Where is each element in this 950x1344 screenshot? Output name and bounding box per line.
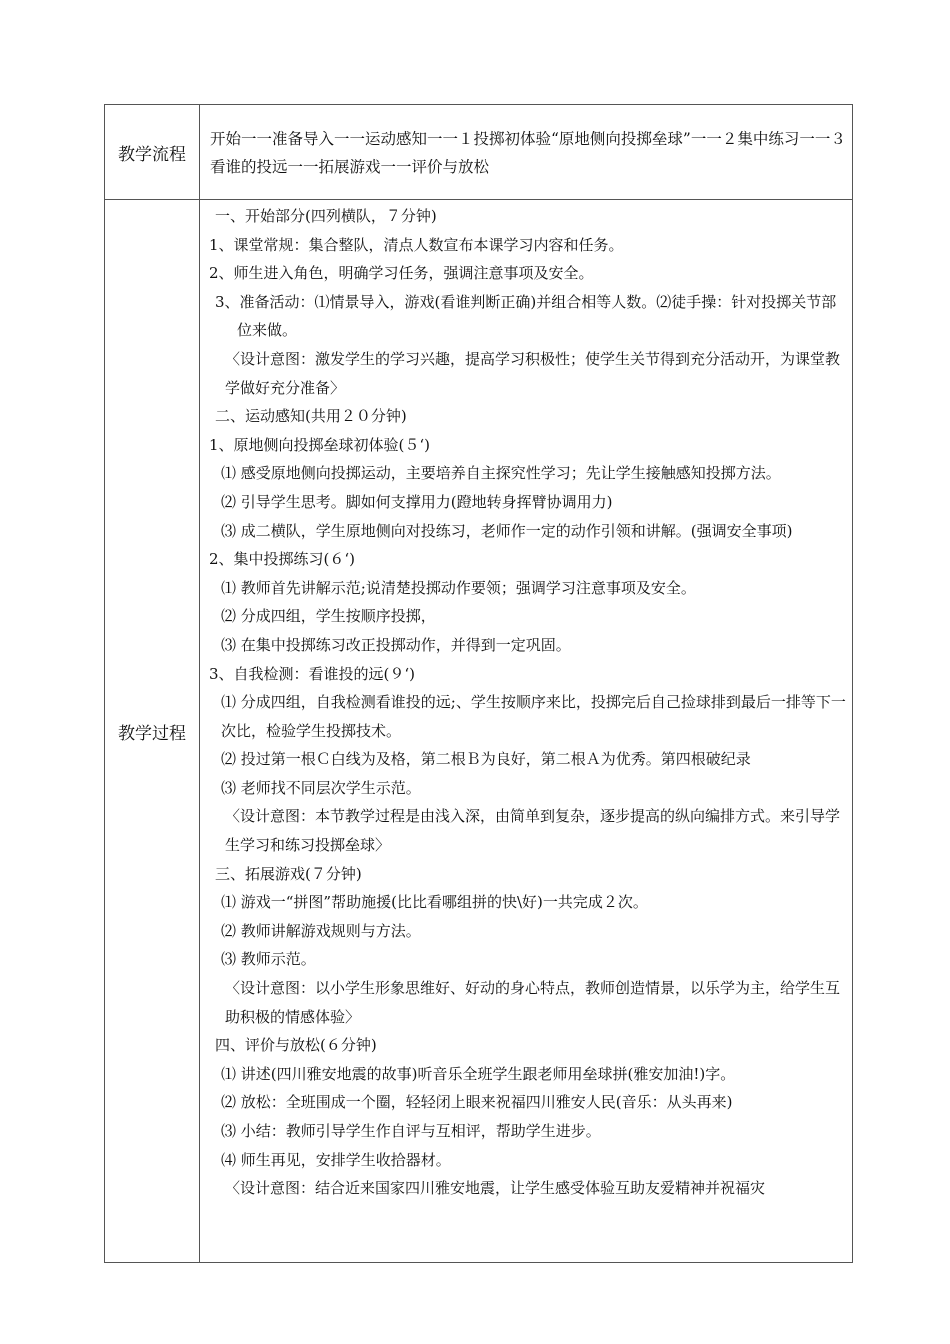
list-item: ⑷ 师生再见，安排学生收拾器材。 — [221, 1150, 451, 1169]
list-item: 3、自我检测：看谁投的远(９‘) — [209, 664, 416, 683]
list-item: ⑶ 在集中投掷练习改正投掷动作，并得到一定巩固。 — [221, 635, 571, 654]
list-item: ⑵ 投过第一根Ｃ白线为及格，第二根Ｂ为良好，第二根Ａ为优秀。第四根破纪录 — [221, 750, 751, 769]
list-item: ⑴ 讲述(四川雅安地震的故事)听音乐全班学生跟老师用垒球拼(雅安加油!)字。 — [221, 1064, 736, 1083]
list-item: ⑴ 游戏一“拼图”帮助施援(比比看哪组拼的快\好)一共完成２次。 — [221, 893, 648, 912]
teaching-flow-text: 开始一一准备导入一一运动感知一一１投掷初体验“原地侧向投掷垒球”一一２集中练习一一３看谁的投远一一拓展游戏一一评价与放松 — [200, 105, 853, 200]
section-heading: 三、拓展游戏(７分钟) — [215, 864, 362, 883]
list-item: ⑴ 分成四组，自我检测看谁投的远;、学生按顺序来比，投掷完后自己捡球排到最后一排等下一次比，检验学生投掷技术。 — [221, 693, 846, 740]
teaching-flow-row — [105, 105, 853, 200]
design-intent-note: 〈设计意图：本节教学过程是由浅入深，由简单到复杂，逐步提高的纵向编排方式。来引导学生学习和练习投掷垒球〉 — [225, 807, 841, 855]
list-item: ⑵ 放松：全班围成一个圈，轻轻闭上眼来祝福四川雅安人民(音乐：从头再来) — [221, 1093, 733, 1112]
list-item: 1、原地侧向投掷垒球初体验(５‘) — [209, 435, 431, 454]
teaching-process-label: 教学过程 — [105, 200, 200, 1263]
design-intent-note: 〈设计意图：激发学生的学习兴趣，提高学习积极性；使学生关节得到充分活动开，为课堂教学做好充分准备〉 — [225, 349, 841, 397]
list-item: ⑶ 老师找不同层次学生示范。 — [221, 778, 421, 797]
teaching-process-row — [105, 200, 853, 1263]
list-item: 3、准备活动：⑴情景导入，游戏(看谁判断正确)并组合相等人数。⑵徒手操：针对投掷关节部位来做。 — [215, 292, 837, 340]
list-item: ⑵ 教师讲解游戏规则与方法。 — [221, 921, 421, 940]
teaching-process-content — [200, 200, 853, 1263]
list-item: ⑶ 小结：教师引导学生作自评与互相评，帮助学生进步。 — [221, 1122, 601, 1140]
list-item: ⑴ 感受原地侧向投掷运动，主要培养自主探究性学习；先让学生接触感知投掷方法。 — [221, 464, 781, 483]
list-item: 2、师生进入角色，明确学习任务，强调注意事项及安全。 — [209, 264, 594, 283]
list-item: ⑶ 教师示范。 — [221, 950, 316, 969]
list-item: 2、集中投掷练习(６‘) — [209, 550, 356, 569]
section-heading: 四、评价与放松(６分钟) — [215, 1036, 377, 1055]
lesson-plan-table — [104, 104, 853, 1263]
list-item: ⑴ 教师首先讲解示范;说清楚投掷动作要领；强调学习注意事项及安全。 — [221, 578, 696, 597]
section-heading: 二、运动感知(共用２０分钟) — [215, 407, 407, 426]
design-intent-note: 〈设计意图：结合近来国家四川雅安地震，让学生感受体验互助友爱精神并祝福灾 — [225, 1179, 766, 1198]
list-item: ⑵ 引导学生思考。脚如何支撑用力(蹬地转身挥臂协调用力) — [221, 492, 613, 511]
design-intent-note: 〈设计意图：以小学生形象思维好、好动的身心特点，教师创造情景，以乐学为主，给学生互助积极的情感体验〉 — [225, 979, 841, 1026]
list-item: ⑶ 成二横队，学生原地侧向对投练习，老师作一定的动作引领和讲解。(强调安全事项) — [221, 521, 793, 540]
list-item: 1、课堂常规：集合整队，清点人数宣布本课学习内容和任务。 — [209, 235, 624, 254]
section-heading: 一、开始部分(四列横队，７分钟) — [215, 207, 437, 225]
list-item: ⑵ 分成四组，学生按顺序投掷， — [221, 607, 436, 626]
teaching-flow-label: 教学流程 — [105, 105, 200, 200]
